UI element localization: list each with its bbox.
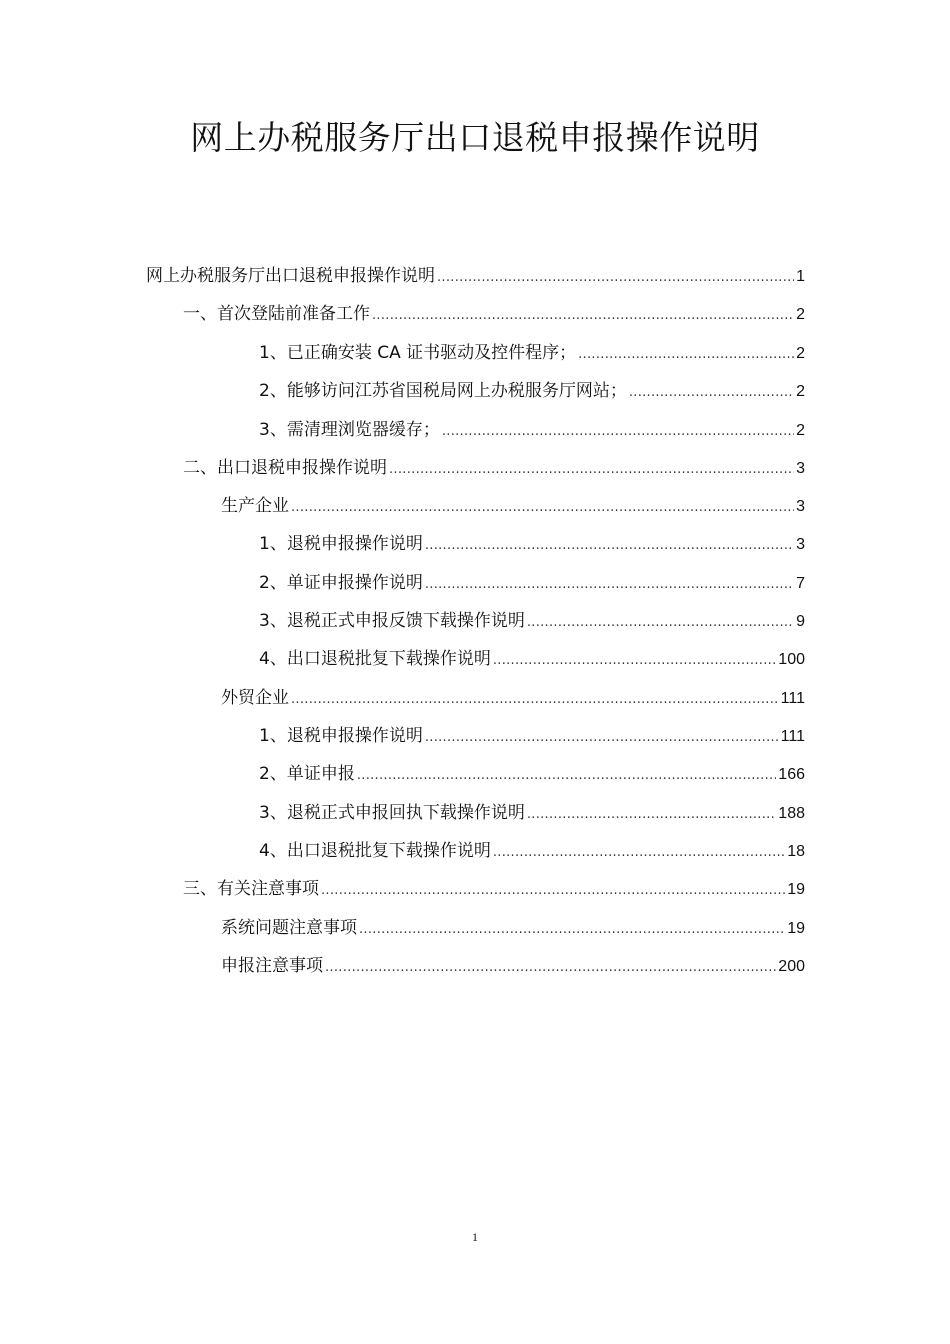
toc-leader-dots <box>359 911 785 949</box>
toc-leader-dots <box>425 566 794 604</box>
toc-entry[interactable] <box>221 679 805 717</box>
toc-page-number: 9 <box>796 613 805 630</box>
toc-page-number: 3 <box>796 460 805 477</box>
toc-page-number: 7 <box>796 575 805 592</box>
toc-page-number: 19 <box>787 881 805 898</box>
toc-entry[interactable] <box>221 947 805 985</box>
toc-entry[interactable] <box>259 602 805 640</box>
toc-entry[interactable] <box>259 717 805 755</box>
toc-entry-label: 网上办税服务厅出口退税申报操作说明 <box>146 266 435 286</box>
toc-entry-label: 二、出口退税申报操作说明 <box>183 458 387 478</box>
toc-entry[interactable] <box>259 334 805 372</box>
toc-page-number: 200 <box>778 958 805 975</box>
toc-entry-label: 4、出口退税批复下载操作说明 <box>259 649 491 669</box>
toc-leader-dots <box>442 413 794 451</box>
toc-entry[interactable] <box>259 564 805 602</box>
toc-leader-dots <box>527 796 776 834</box>
toc-leader-dots <box>325 949 776 987</box>
toc-leader-dots <box>425 719 779 757</box>
toc-entry-label: 3、退税正式申报回执下载操作说明 <box>259 803 525 823</box>
toc-entry[interactable] <box>259 411 805 449</box>
toc-page-number: 3 <box>796 536 805 553</box>
toc-leader-dots <box>372 297 794 335</box>
toc-page-number: 19 <box>787 920 805 937</box>
toc-entry[interactable] <box>221 487 805 525</box>
toc-entry[interactable] <box>259 755 805 793</box>
toc-page-number: 18 <box>787 843 805 860</box>
toc-page-number: 3 <box>796 498 805 515</box>
toc-leader-dots <box>629 374 794 412</box>
toc-entry-label: 3、需清理浏览器缓存； <box>259 420 440 440</box>
toc-entry[interactable] <box>183 295 805 333</box>
toc-page-number: 1 <box>796 268 805 285</box>
toc-entry-label: 系统问题注意事项 <box>221 918 357 938</box>
toc-entry-label: 2、单证申报操作说明 <box>259 573 423 593</box>
toc-entry-label: 生产企业 <box>221 496 289 516</box>
toc-leader-dots <box>493 834 785 872</box>
toc-page-number: 2 <box>796 383 805 400</box>
toc-leader-dots <box>291 489 794 527</box>
toc-leader-dots <box>437 259 794 297</box>
toc-entry-label: 1、退税申报操作说明 <box>259 534 423 554</box>
toc-page-number: 166 <box>778 766 805 783</box>
toc-leader-dots <box>389 451 794 489</box>
toc-leader-dots <box>291 681 779 719</box>
toc-entry-label: 2、单证申报 <box>259 764 355 784</box>
toc-entry[interactable] <box>259 794 805 832</box>
toc-entry-label: 申报注意事项 <box>221 956 323 976</box>
toc-page-number: 111 <box>780 690 805 707</box>
toc-entry-label: 4、出口退税批复下载操作说明 <box>259 841 491 861</box>
toc-page-number: 100 <box>778 651 805 668</box>
toc-entry-label: 三、有关注意事项 <box>183 879 319 899</box>
toc-entry[interactable] <box>259 372 805 410</box>
toc-entry[interactable] <box>221 909 805 947</box>
document-title: 网上办税服务厅出口退税申报操作说明 <box>190 118 760 157</box>
toc-page-number: 111 <box>780 728 805 745</box>
toc-leader-dots <box>493 642 776 680</box>
toc-entry-label: 3、退税正式申报反馈下载操作说明 <box>259 611 525 631</box>
toc-page-number: 2 <box>796 422 805 439</box>
toc-leader-dots <box>425 527 794 565</box>
toc-leader-dots <box>357 757 776 795</box>
toc-entry[interactable] <box>146 257 805 295</box>
toc-page-number: 188 <box>778 805 805 822</box>
toc-entry[interactable] <box>259 832 805 870</box>
footer-page-number: 1 <box>472 1230 478 1244</box>
toc-entry-label: 1、已正确安装 CA 证书驱动及控件程序； <box>259 343 577 363</box>
toc-entry-label: 外贸企业 <box>221 688 289 708</box>
toc-entry[interactable] <box>183 870 805 908</box>
toc-entry[interactable] <box>259 640 805 678</box>
toc-entry-label: 2、能够访问江苏省国税局网上办税服务厅网站； <box>259 381 627 401</box>
toc-leader-dots <box>321 872 785 910</box>
toc-entry-label: 一、首次登陆前准备工作 <box>183 304 370 324</box>
toc-leader-dots <box>527 604 794 642</box>
toc-page-number: 2 <box>796 345 805 362</box>
toc-entry[interactable] <box>259 525 805 563</box>
toc-entry[interactable] <box>183 449 805 487</box>
toc-leader-dots <box>578 336 794 374</box>
toc-entry-label: 1、退税申报操作说明 <box>259 726 423 746</box>
toc-page-number: 2 <box>796 306 805 323</box>
